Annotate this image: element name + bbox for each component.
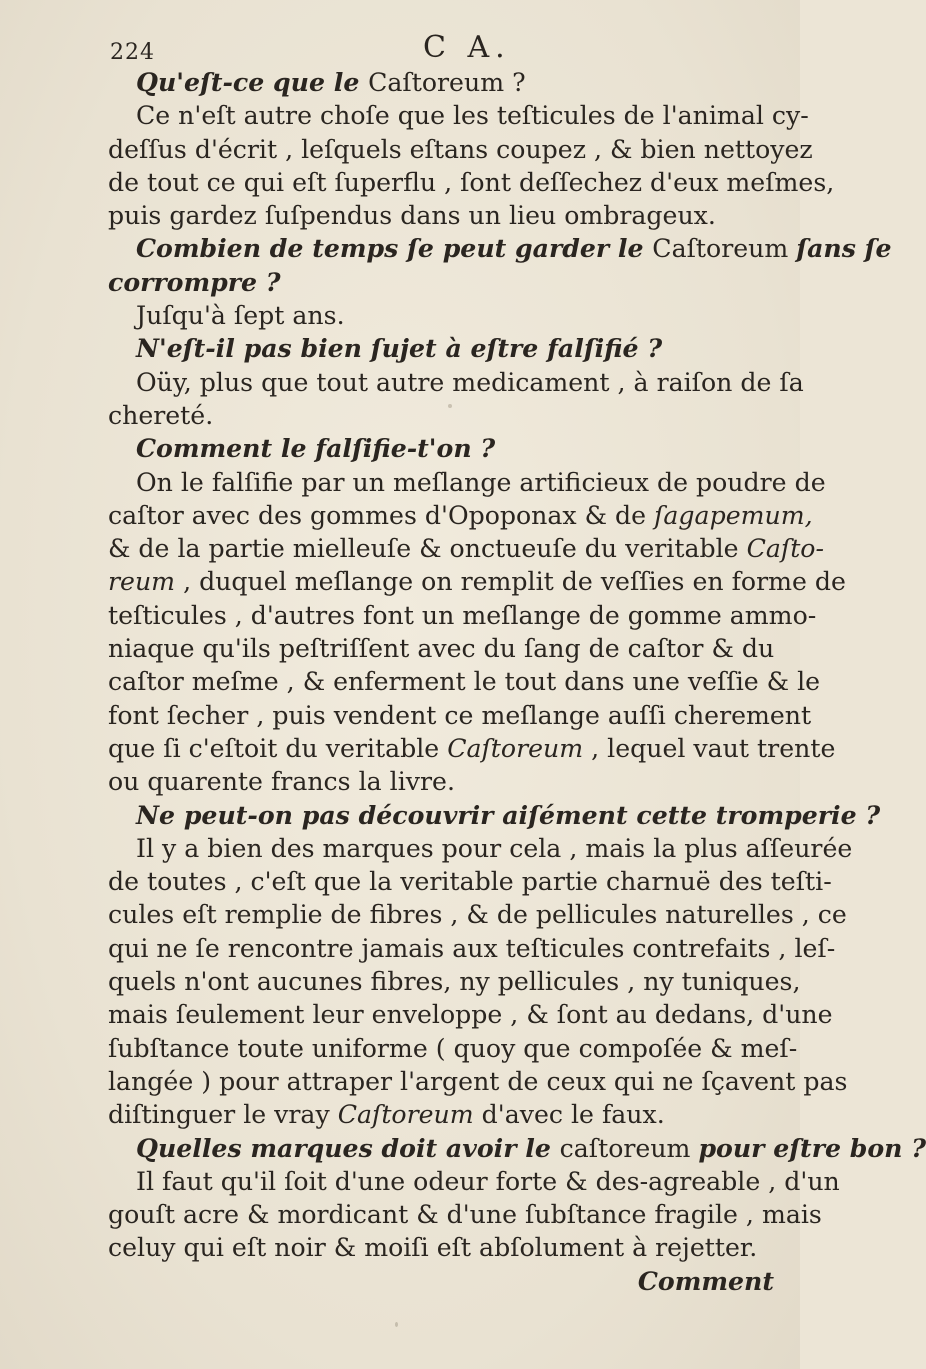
text-segment: cules eſt remplie de fibres , & de pellicules naturelles , ce (108, 900, 847, 930)
page-number: 224 (110, 40, 155, 65)
text-segment: N'eſt-il pas bien ſujet à eſtre falſifié ? (136, 333, 663, 364)
text-line (108, 632, 788, 665)
text-segment: qui ne ſe rencontre jamais aux teſticules contrefaits , leſ- (108, 933, 836, 963)
text-line (108, 1132, 926, 1165)
text-segment: Il faut qu'il ſoit d'une odeur forte & des-agreable , d'un (136, 1166, 840, 1196)
text-line (108, 732, 836, 765)
text-line (108, 66, 788, 99)
text-segment: corrompre ? (108, 266, 281, 297)
text-segment: font ſecher , puis vendent ce meſlange auſſi cherement (108, 700, 812, 730)
text-segment: ou quarente francs la livre. (108, 767, 455, 797)
text-segment: Combien de temps ſe peut garder le (136, 233, 653, 264)
running-head: C A. (423, 30, 511, 65)
text-segment: caſtor meſme , & enferment le tout dans une veſſie & le (108, 667, 821, 697)
text-segment: Caſtoreum (337, 1100, 474, 1130)
text-segment: reum (108, 567, 176, 597)
text-line (108, 998, 833, 1031)
text-segment: diſtinguer le vray (108, 1100, 338, 1130)
text-segment: chereté. (108, 400, 214, 430)
text-line (108, 799, 881, 832)
text-line (108, 1231, 788, 1264)
answer-paragraph (108, 466, 846, 799)
answer-paragraph (108, 299, 788, 332)
question-paragraph (108, 1132, 926, 1165)
text-line (108, 1098, 788, 1131)
text-segment: teſticules , d'autres font un meſlange de gomme ammo- (108, 600, 817, 630)
text-line (108, 532, 824, 565)
text-segment: ſans ſe (796, 233, 892, 264)
text-segment: d'avec le faux. (473, 1100, 665, 1130)
text-segment: & de la partie mielleuſe & onctueuſe du veritable (108, 534, 747, 564)
text-line (108, 832, 853, 865)
text-line (108, 299, 788, 332)
text-segment: Caſto- (746, 534, 824, 564)
text-line (108, 565, 846, 598)
question-paragraph (108, 799, 881, 832)
text-segment: Comment le falſifie-t'on ? (136, 433, 496, 464)
ink-speck (395, 1322, 398, 1327)
question-paragraph (108, 332, 788, 365)
text-line (108, 865, 832, 898)
text-segment: Il y a bien des marques pour cela , mais la plus aſſeurée (136, 833, 853, 863)
text-segment: Qu'eſt-ce que le (136, 67, 369, 97)
text-segment: de toutes , c'eſt que la veritable partie charnuë des teſti- (108, 867, 832, 897)
text-segment: celuy qui eſt noir & moiſi eſt abſolument à rejetter. (108, 1233, 758, 1263)
answer-paragraph (108, 832, 853, 1132)
catchword: Comment (637, 1265, 774, 1296)
text-segment: caſtoreum (559, 1133, 699, 1163)
text-line (108, 166, 835, 199)
text-line (108, 466, 826, 499)
text-segment: que ſi c'eſtoit du veritable (108, 733, 448, 763)
text-line (108, 965, 801, 998)
question-paragraph (108, 66, 788, 99)
text-line (108, 199, 788, 232)
answer-paragraph (108, 99, 835, 232)
text-line (108, 599, 817, 632)
text-segment: On le falſifie par un meſlange artificieux de poudre de (136, 467, 826, 497)
text-segment: , lequel vaut trente (583, 733, 836, 763)
text-segment: Caſtoreum (652, 234, 797, 264)
text-line (108, 133, 813, 166)
body-text (108, 66, 926, 1298)
text-segment: deſſus d'écrit , leſquels eſtans coupez , & bien nettoyez (108, 134, 813, 164)
text-segment: Oüy, plus que tout autre medicament , à raiſon de ſa (136, 367, 804, 397)
text-segment: mais ſeulement leur enveloppe , & ſont au dedans, d'une (108, 1000, 833, 1030)
text-segment: ſagapemum, (654, 500, 813, 530)
text-segment: niaque qu'ils peſtriſſent avec du ſang de caſtor & du (108, 634, 775, 664)
text-segment: Juſqu'à ſept ans. (136, 301, 345, 331)
text-segment: de tout ce qui eſt ſuperflu , ſont deſſechez d'eux meſmes, (108, 167, 835, 197)
text-line (108, 432, 788, 465)
text-line (108, 699, 812, 732)
text-segment: langée ) pour attraper l'argent de ceux qui ne ſçavent pas (108, 1066, 848, 1096)
text-segment: pour eſtre bon ? (698, 1132, 926, 1163)
text-segment: Ce n'eſt autre choſe que les teſticules de l'animal cy- (136, 101, 809, 131)
text-line (108, 932, 836, 965)
text-segment: quels n'ont aucunes fibres, ny pellicules , ny tuniques, (108, 967, 801, 997)
question-paragraph (108, 432, 788, 465)
text-segment: caſtor avec des gommes d'Opoponax & de (108, 500, 655, 530)
text-segment: Ne peut-on pas découvrir aiſément cette tromperie ? (136, 799, 881, 830)
text-segment: Caſtoreum ? (368, 68, 526, 97)
text-line (108, 1198, 822, 1231)
text-line (108, 366, 804, 399)
text-line (108, 1032, 798, 1065)
text-line (108, 266, 788, 299)
text-segment: puis gardez ſuſpendus dans un lieu ombrageux. (108, 201, 716, 231)
text-segment: gouſt acre & mordicant & d'une ſubſtance fragile , mais (108, 1200, 822, 1230)
text-line (108, 99, 809, 132)
text-line (108, 332, 788, 365)
text-segment: , duquel meſlange on remplit de veſſies en forme de (175, 567, 846, 597)
text-line (108, 665, 821, 698)
text-line (108, 898, 847, 931)
answer-paragraph (108, 1165, 840, 1265)
text-segment: ſubſtance toute uniforme ( quoy que compoſée & meſ- (108, 1033, 798, 1063)
text-line (108, 499, 813, 532)
text-line (108, 1165, 840, 1198)
answer-paragraph (108, 366, 804, 433)
text-segment: Quelles marques doit avoir le (136, 1132, 560, 1163)
text-line (108, 1065, 848, 1098)
text-segment: Caſtoreum (447, 733, 584, 763)
ink-speck (448, 404, 452, 408)
page-header (108, 28, 760, 68)
text-line (108, 765, 788, 798)
question-paragraph (108, 232, 892, 299)
text-line (108, 232, 892, 265)
